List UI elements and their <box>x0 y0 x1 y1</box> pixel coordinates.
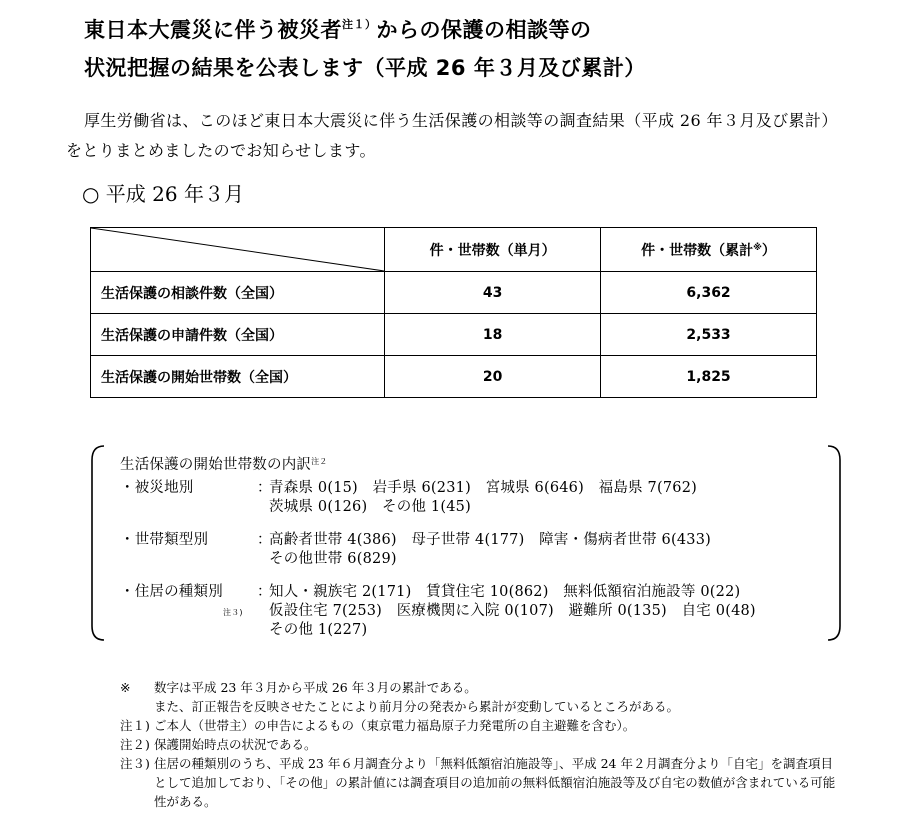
breakdown-line: 知人・親族宅 2(171) 賃貸住宅 10(862) 無料低額宿泊施設等 0(22) <box>269 584 741 600</box>
footnote-text: 保護開始時点の状況である。 <box>154 737 317 752</box>
footnote-3 <box>120 754 840 811</box>
column-header-cumulative <box>601 228 817 272</box>
household-breakdown <box>120 452 820 654</box>
footnote-1 <box>120 716 840 735</box>
breakdown-line: 仮設住宅 7(253) 医療機関に入院 0(107) 避難所 0(135) 自宅 0(48) <box>269 603 756 619</box>
breakdown-row-household-type <box>120 531 820 569</box>
breakdown-line: 茨城県 0(126) その他 1(45) <box>269 499 471 515</box>
breakdown-values <box>269 531 820 569</box>
cell-applications-cumulative: 2,533 <box>601 314 817 356</box>
footnote-mark: 注２) <box>120 737 150 752</box>
footnote-mark: 注３) <box>120 756 150 771</box>
footnote-asterisk <box>120 678 840 697</box>
cell-started-monthly: 20 <box>385 356 601 398</box>
breakdown-label: ・住居の種類別 <box>120 584 223 600</box>
breakdown-colon: ： <box>257 532 272 548</box>
breakdown-label: ・被災地別 <box>120 480 194 496</box>
footnote-mark: 注１) <box>120 718 150 733</box>
breakdown-title-text: 生活保護の開始世帯数の内訳 <box>120 457 312 473</box>
cell-consultations-cumulative: 6,362 <box>601 272 817 314</box>
breakdown-note-mark: 注３) <box>223 608 243 617</box>
column-header-cumulative-close: ） <box>761 242 776 259</box>
footnote-text: ご本人（世帯主）の申告によるもの（東京電力福島原子力発電所の自主避難を含む）。 <box>154 718 636 733</box>
diagonal-line <box>91 228 384 271</box>
column-header-monthly: 件・世帯数（単月） <box>385 228 601 272</box>
section-heading: ○ 平成 26 年３月 <box>82 182 244 206</box>
cell-applications-monthly: 18 <box>385 314 601 356</box>
breakdown-row-disaster-area <box>120 479 820 517</box>
breakdown-line: その他世帯 6(829) <box>269 551 397 567</box>
breakdown-label-wrap <box>120 583 257 640</box>
breakdown-label: ・世帯類型別 <box>120 532 209 548</box>
column-header-cumulative-text: 件・世帯数（累計 <box>641 242 754 259</box>
cell-consultations-monthly: 43 <box>385 272 601 314</box>
breakdown-line: その他 1(227) <box>269 622 368 638</box>
title-line1-a: 東日本大震災に伴う被災者 <box>84 18 342 42</box>
table-header-row <box>91 228 817 272</box>
breakdown-line: 青森県 0(15) 岩手県 6(231) 宮城県 6(646) 福島県 7(762) <box>269 480 697 496</box>
cell-started-cumulative: 1,825 <box>601 356 817 398</box>
page-title <box>84 6 646 87</box>
breakdown-colon: ： <box>257 480 272 496</box>
footnote-mark: ※ <box>120 680 131 695</box>
footnote-continuation <box>120 697 840 716</box>
title-line2: 状況把握の結果を公表します（平成 26 年３月及び累計） <box>84 56 646 80</box>
cumulative-mark: ※ <box>753 242 762 253</box>
breakdown-title <box>120 452 820 475</box>
footnote-text: また、訂正報告を反映させたことにより前月分の発表から累計が変動しているところがある。 <box>154 699 680 714</box>
row-label-consultations: 生活保護の相談件数（全国） <box>91 272 385 314</box>
footnote-text: 数字は平成 23 年３月から平成 26 年３月の累計である。 <box>154 680 477 695</box>
breakdown-values <box>269 583 820 640</box>
breakdown-line: 高齢者世帯 4(386) 母子世帯 4(177) 障害・傷病者世帯 6(433) <box>269 532 711 548</box>
row-label-applications: 生活保護の申請件数（全国） <box>91 314 385 356</box>
title-line1-b: からの保護の相談等の <box>376 18 592 42</box>
breakdown-colon: ： <box>257 584 272 600</box>
statistics-table <box>90 227 817 398</box>
title-note-mark: 注１） <box>342 18 377 31</box>
footnote-text: 住居の種類別のうち、平成 23 年６月調査分より「無料低額宿泊施設等」、平成 24 年２月調査分より「自宅」を調査項目として追加しており、「その他」の累計値には調査項目の追加前の無料低額宿泊施設等及び自宅の数値が含まれている可能性がある。 <box>154 756 836 809</box>
diagonal-corner-cell <box>91 228 385 272</box>
breakdown-values <box>269 479 820 517</box>
table-row <box>91 272 817 314</box>
intro-paragraph: 厚生労働省は、このほど東日本大震災に伴う生活保護の相談等の調査結果（平成 26 年３月及び累計）をとりまとめましたのでお知らせします。 <box>66 111 830 160</box>
breakdown-row-residence-type <box>120 583 820 640</box>
footnote-2 <box>120 735 840 754</box>
table-row <box>91 314 817 356</box>
footnotes <box>120 678 840 811</box>
table-row <box>91 356 817 398</box>
row-label-started-households: 生活保護の開始世帯数（全国） <box>91 356 385 398</box>
breakdown-title-note: 注２ <box>311 457 328 466</box>
